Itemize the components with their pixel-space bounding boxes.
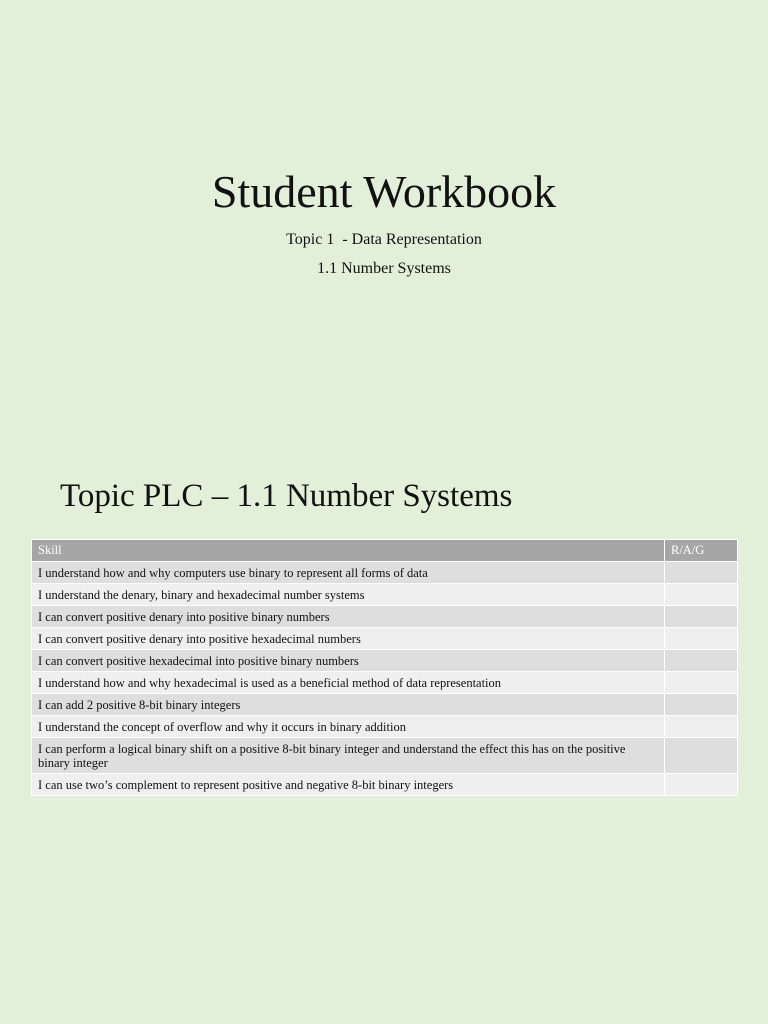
skill-cell: I understand the concept of overflow and why it occurs in binary addition xyxy=(32,716,665,738)
skill-cell: I can perform a logical binary shift on a positive 8-bit binary integer and understand the effect this has on the positive binary integer xyxy=(32,738,665,774)
rag-cell[interactable] xyxy=(665,672,738,694)
skill-cell: I understand how and why computers use binary to represent all forms of data xyxy=(32,562,665,584)
rag-cell[interactable] xyxy=(665,628,738,650)
rag-cell[interactable] xyxy=(665,694,738,716)
rag-cell[interactable] xyxy=(665,738,738,774)
table-row xyxy=(32,694,738,716)
rag-cell[interactable] xyxy=(665,650,738,672)
skill-cell: I can convert positive hexadecimal into positive binary numbers xyxy=(32,650,665,672)
table-row xyxy=(32,628,738,650)
rag-cell[interactable] xyxy=(665,774,738,796)
skill-cell: I can use two’s complement to represent positive and negative 8-bit binary integers xyxy=(32,774,665,796)
table-row xyxy=(32,584,738,606)
table-header-row xyxy=(32,540,738,562)
rag-cell[interactable] xyxy=(665,716,738,738)
skill-cell: I understand how and why hexadecimal is used as a beneficial method of data representation xyxy=(32,672,665,694)
skill-cell: I can convert positive denary into positive hexadecimal numbers xyxy=(32,628,665,650)
rag-cell[interactable] xyxy=(665,584,738,606)
table-row xyxy=(32,774,738,796)
table-row xyxy=(32,562,738,584)
skill-cell: I can add 2 positive 8-bit binary integers xyxy=(32,694,665,716)
table-row xyxy=(32,672,738,694)
skill-cell: I understand the denary, binary and hexadecimal number systems xyxy=(32,584,665,606)
table-row xyxy=(32,606,738,628)
skill-cell: I can convert positive denary into positive binary numbers xyxy=(32,606,665,628)
section-line: 1.1 Number Systems xyxy=(317,260,451,277)
workbook-title: Student Workbook xyxy=(211,166,557,217)
column-header-rag: R/A/G xyxy=(665,540,738,562)
column-header-skill: Skill xyxy=(32,540,665,562)
table-row xyxy=(32,738,738,774)
plc-heading: Topic PLC – 1.1 Number Systems xyxy=(60,478,513,514)
plc-table xyxy=(31,539,738,796)
table-row xyxy=(32,650,738,672)
rag-cell[interactable] xyxy=(665,606,738,628)
rag-cell[interactable] xyxy=(665,562,738,584)
topic-line: Topic 1 - Data Representation xyxy=(286,231,482,248)
table-row xyxy=(32,716,738,738)
